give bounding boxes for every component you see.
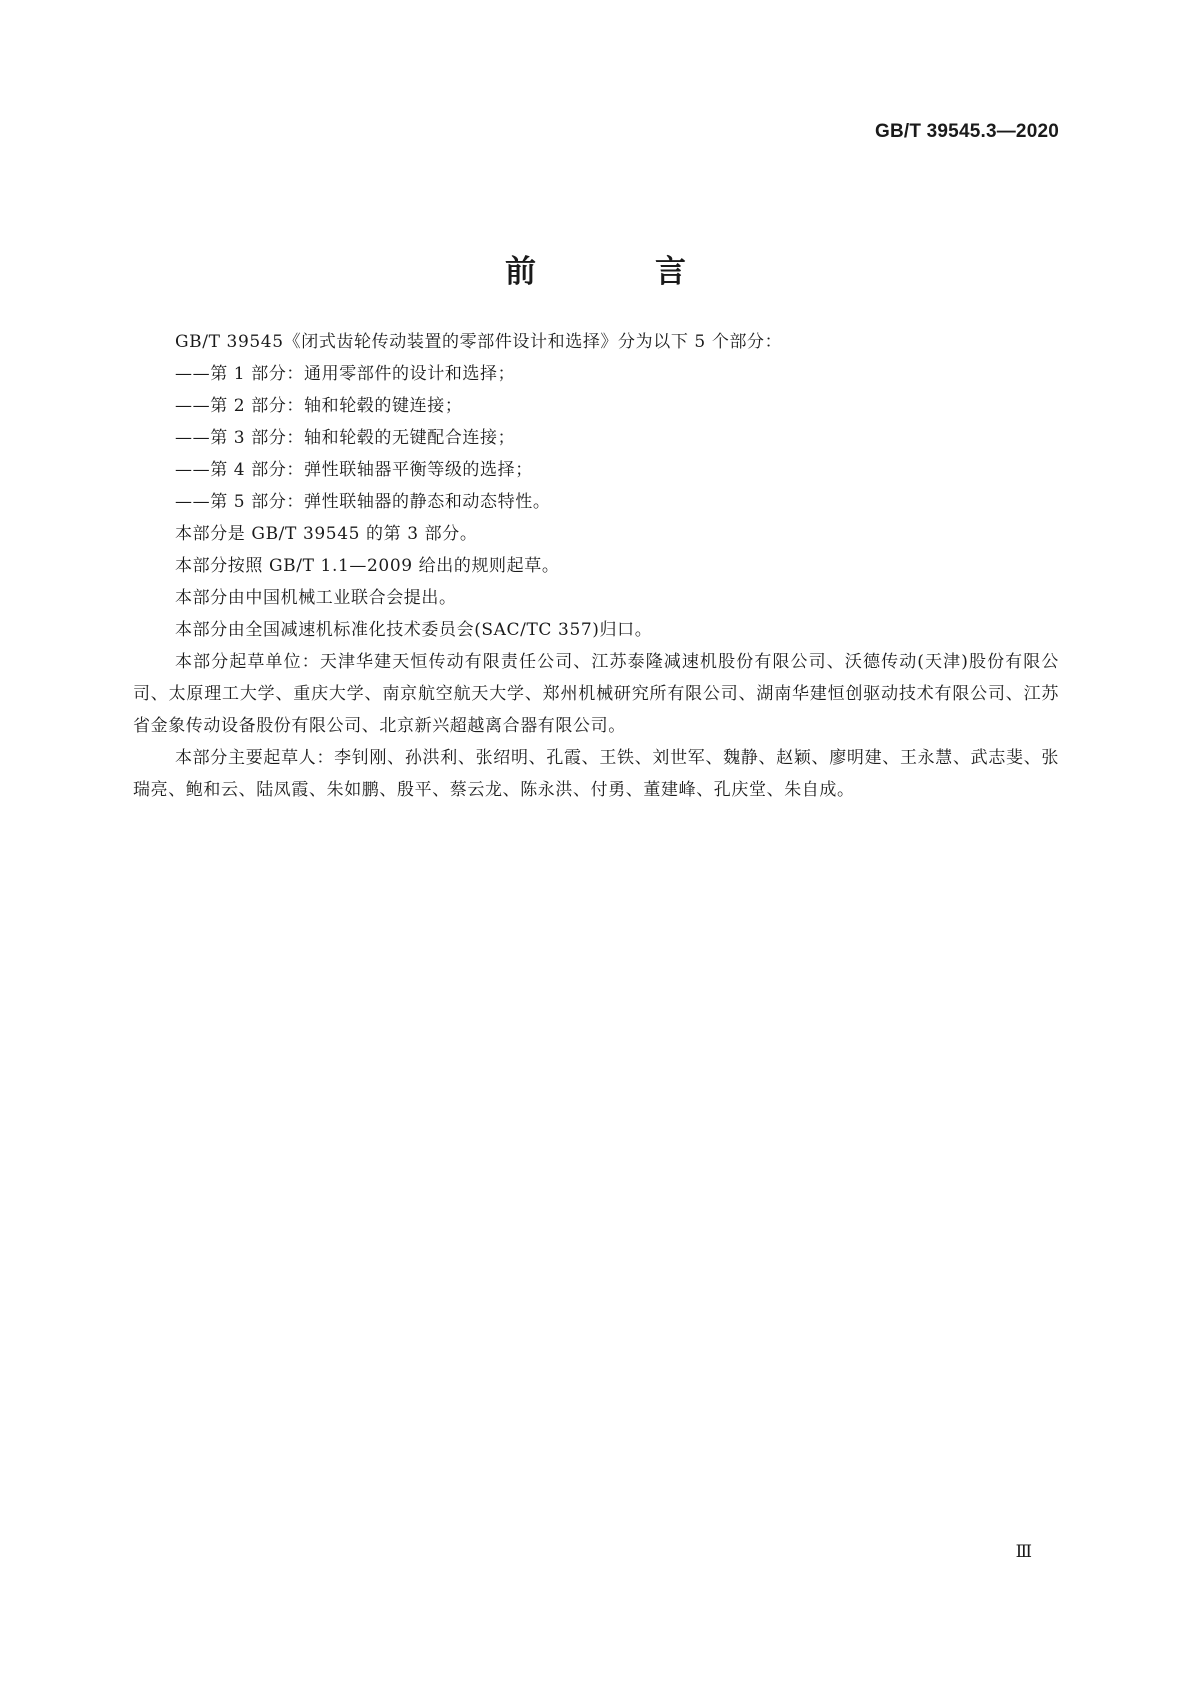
part-list-item: ——第 4 部分：弹性联轴器平衡等级的选择；: [175, 460, 533, 480]
part-list-item: ——第 1 部分：通用零部件的设计和选择；: [175, 364, 516, 384]
part-list-item: ——第 2 部分：轴和轮毂的键连接；: [175, 396, 463, 416]
statement-drafters: 本部分主要起草人：李钊刚、孙洪利、张绍明、孔霞、王铁、刘世军、魏静、赵颖、廖明建、王永慧、武志斐、张瑞亮、鲍和云、陆凤霞、朱如鹏、殷平、蔡云龙、陈永洪、付勇、董建峰、孔庆堂、朱自成。: [133, 748, 1059, 800]
document-body: [133, 326, 1059, 806]
statement-drafting-units: 本部分起草单位：天津华建天恒传动有限责任公司、江苏泰隆减速机股份有限公司、沃德传动(天津)股份有限公司、太原理工大学、重庆大学、南京航空航天大学、郑州机械研究所有限公司、湖南华建恒创驱动技术有限公司、江苏省金象传动设备股份有限公司、北京新兴超越离合器有限公司。: [133, 652, 1059, 736]
intro-paragraph: GB/T 39545《闭式齿轮传动装置的零部件设计和选择》分为以下 5 个部分：: [175, 332, 783, 352]
part-list-item: ——第 3 部分：轴和轮毂的无键配合连接；: [175, 428, 516, 448]
standard-number: GB/T 39545.3—2020: [874, 121, 1059, 142]
statement-drafting-rules: 本部分按照 GB/T 1.1—2009 给出的规则起草。: [175, 556, 560, 576]
page-title: 前 言: [505, 253, 730, 290]
statement-part-number: 本部分是 GB/T 39545 的第 3 部分。: [175, 524, 478, 544]
part-list-item: ——第 5 部分：弹性联轴器的静态和动态特性。: [175, 492, 551, 512]
statement-committee: 本部分由全国减速机标准化技术委员会(SAC/TC 357)归口。: [175, 620, 653, 640]
statement-proposer: 本部分由中国机械工业联合会提出。: [175, 588, 457, 608]
page-number: Ⅲ: [1015, 1542, 1031, 1562]
